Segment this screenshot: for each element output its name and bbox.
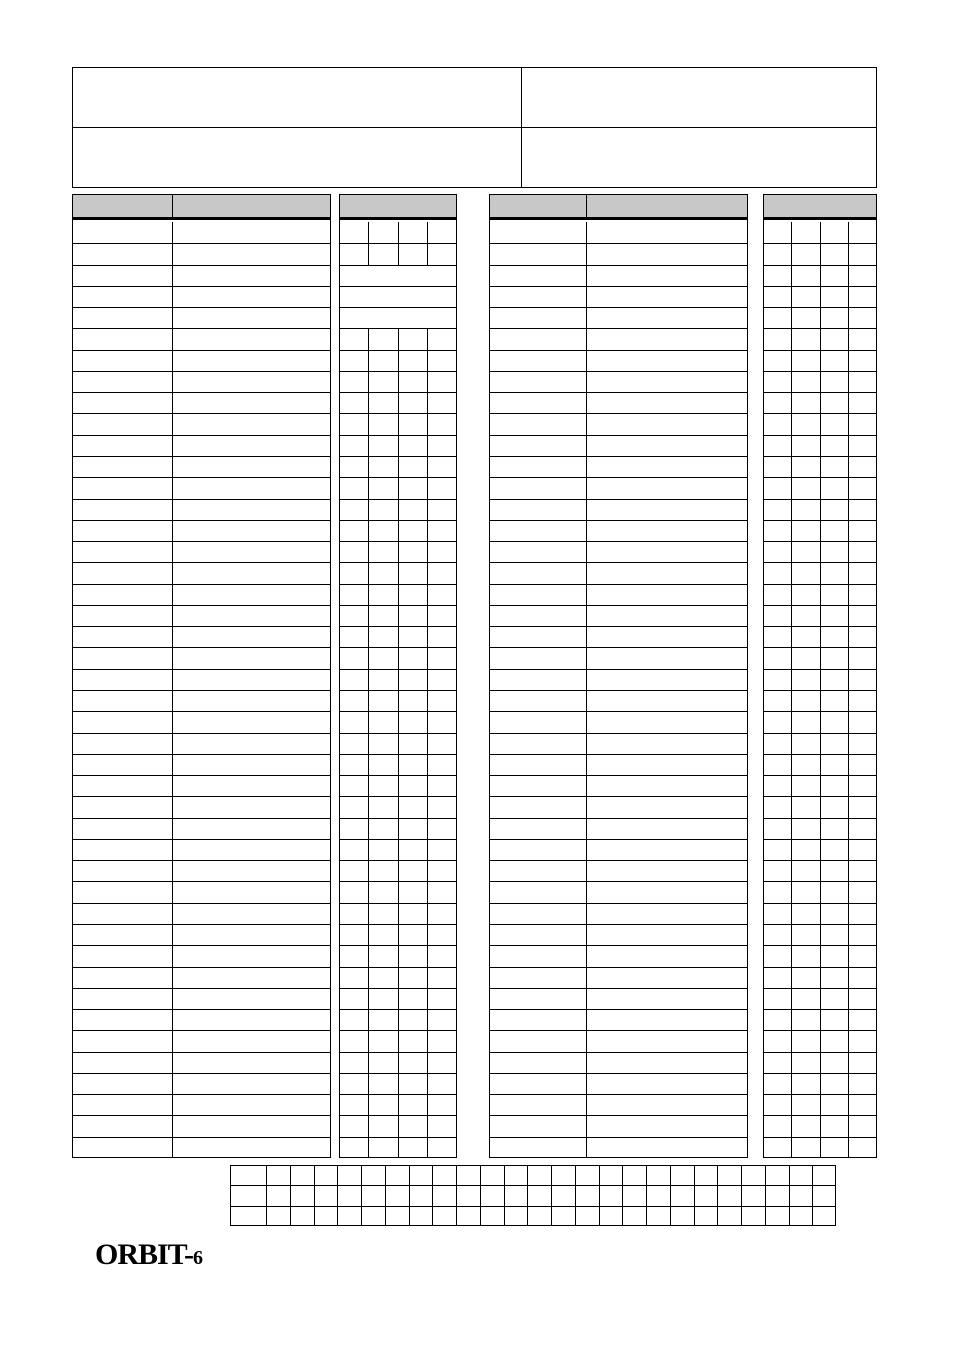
right-table-row-line [489,1137,748,1138]
left-table-row-line [72,711,331,712]
left-table-row-line [72,1115,331,1116]
right-table-row-line [489,413,748,414]
strip-col-line [551,1165,552,1226]
left-table-row-line [72,392,331,393]
strip-outer [230,1165,836,1226]
right-table-row-line [489,392,748,393]
right-table-row-line [489,265,748,266]
left-table-row-line [72,286,331,287]
right-checkboxes-col-split [848,222,849,1158]
strip-col-line [741,1165,742,1226]
right-table-col-split [586,222,587,1158]
left-table-row-line [72,733,331,734]
left-table-row-line [72,456,331,457]
right-table-row-line [489,477,748,478]
right-table-row-line [489,669,748,670]
right-table-header [489,194,748,218]
strip-col-line [717,1165,718,1226]
right-table-row-line [489,243,748,244]
left-checkboxes-col-split [427,222,428,265]
left-table-row-line [72,584,331,585]
right-table-row-line [489,286,748,287]
right-table-row-line [489,796,748,797]
left-table-row-line [72,881,331,882]
left-table-row-line [72,1073,331,1074]
left-table-row-line [72,371,331,372]
right-table-row-line [489,520,748,521]
left-table-row-line [72,562,331,563]
right-checkboxes-col-split [820,222,821,1158]
strip-col-line [599,1165,600,1226]
left-checkboxes-row-line [339,286,457,287]
left-checkboxes-col-split [368,222,369,265]
left-table-row-line [72,328,331,329]
left-table-row-line [72,1030,331,1031]
strip-col-line [765,1165,766,1226]
strip-col-line [504,1165,505,1226]
right-table-row-line [489,307,748,308]
right-table-row-line [489,328,748,329]
form-header-divider [72,127,877,128]
right-table-row-line [489,903,748,904]
strip-col-line [385,1165,386,1226]
left-table-header [72,194,331,218]
right-table-row-line [489,1094,748,1095]
left-checkboxes-row-line [339,265,457,266]
right-table-row-line [489,733,748,734]
left-table-row-line [72,1094,331,1095]
strip-row-line [230,1185,836,1186]
left-table-row-line [72,690,331,691]
left-table-row-line [72,839,331,840]
left-table-row-line [72,435,331,436]
strip-col-line [314,1165,315,1226]
right-table-row-line [489,860,748,861]
right-table-body [489,218,748,1158]
strip-col-line [646,1165,647,1226]
right-table-header-split [586,194,587,218]
right-table-row-line [489,1052,748,1053]
right-table-row-line [489,1009,748,1010]
left-table-row-line [72,754,331,755]
left-table-row-line [72,647,331,648]
strip-col-line [456,1165,457,1226]
right-table-row-line [489,839,748,840]
left-checkboxes-col-split [398,328,399,1158]
left-table-row-line [72,1009,331,1010]
right-table-row-line [489,1030,748,1031]
strip-col-line [480,1165,481,1226]
strip-col-line [670,1165,671,1226]
right-table-row-line [489,818,748,819]
strip-row-line [230,1206,836,1207]
left-table-row-line [72,1137,331,1138]
left-table-col-split [172,222,173,1158]
strip-col-line [266,1165,267,1226]
left-table-row-line [72,499,331,500]
left-table-row-line [72,626,331,627]
left-table-row-line [72,924,331,925]
right-table-row-line [489,371,748,372]
left-table-row-line [72,307,331,308]
left-table-row-line [72,1052,331,1053]
strip-col-line [409,1165,410,1226]
right-table-row-line [489,690,748,691]
right-table-row-line [489,499,748,500]
strip-col-line [361,1165,362,1226]
left-table-body [72,218,331,1158]
left-table-row-line [72,541,331,542]
strip-col-line [290,1165,291,1226]
left-table-row-line [72,903,331,904]
right-table-row-line [489,456,748,457]
right-table-row-line [489,754,748,755]
left-checkboxes-col-split [368,328,369,1158]
left-table-row-line [72,413,331,414]
right-checkboxes-header [763,194,877,218]
right-table-row-line [489,562,748,563]
right-table-row-line [489,945,748,946]
right-table-row-line [489,584,748,585]
strip-col-line [527,1165,528,1226]
left-checkboxes-header [339,194,457,218]
right-table-row-line [489,924,748,925]
left-table-row-line [72,265,331,266]
left-table-row-line [72,669,331,670]
left-checkboxes-row-line [339,307,457,308]
right-table-row-line [489,1073,748,1074]
left-table-row-line [72,477,331,478]
orbit-logo [95,1238,202,1272]
right-checkboxes-col-split [791,222,792,1158]
strip-col-line [337,1165,338,1226]
right-table-row-line [489,435,748,436]
right-table-row-line [489,775,748,776]
left-checkboxes-col-split [427,328,428,1158]
left-table-row-line [72,520,331,521]
left-table-row-line [72,605,331,606]
logo-text: ORBIT- [95,1238,193,1271]
left-table-row-line [72,860,331,861]
left-table-row-line [72,775,331,776]
right-table-row-line [489,881,748,882]
right-table-row-line [489,647,748,648]
right-table-row-line [489,626,748,627]
left-table-row-line [72,945,331,946]
right-table-row-line [489,350,748,351]
left-table-row-line [72,243,331,244]
right-table-row-line [489,1115,748,1116]
left-checkboxes-col-split [398,222,399,265]
form-header-split [521,67,522,188]
strip-col-line [432,1165,433,1226]
strip-col-line [812,1165,813,1226]
left-table-row-line [72,988,331,989]
strip-col-line [622,1165,623,1226]
strip-col-line [694,1165,695,1226]
strip-col-line [789,1165,790,1226]
left-table-row-line [72,796,331,797]
right-table-row-line [489,541,748,542]
left-table-row-line [72,818,331,819]
logo-suffix: 6 [192,1247,202,1269]
left-table-row-line [72,967,331,968]
right-table-row-line [489,967,748,968]
left-table-row-line [72,350,331,351]
left-table-header-split [172,194,173,218]
right-table-row-line [489,605,748,606]
right-table-row-line [489,988,748,989]
right-table-row-line [489,711,748,712]
strip-col-line [575,1165,576,1226]
